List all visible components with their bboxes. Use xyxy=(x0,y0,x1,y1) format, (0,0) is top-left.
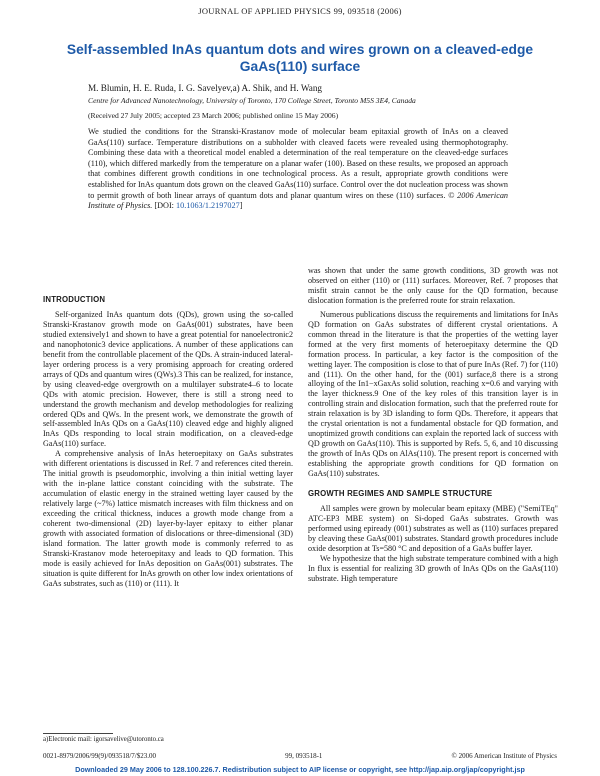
section-heading-growth: GROWTH REGIMES AND SAMPLE STRUCTURE xyxy=(308,489,493,499)
doi-link[interactable]: 10.1063/1.2197027 xyxy=(176,201,240,211)
intro-paragraph-4: Numerous publications discuss the requirements and limitations for InAs QD formation on GaAs substrates of different crystal orientations. A common thread in the literature is that the properties of the wetting layer formed at the very first moments of heteroepitaxy determine the QD formation process. In particular, a key factor is the composition of the wetting layer. The composition is close to that of pure InAs (Ref. 7) for (110) and (111). On the other hand, for the (001) surface,8 there is a strong alloying of the In1−xGaxAs solid solution, reaching x=0.6 and varying with the layer thickness.9 One of the key roles of this transition layer is in controlling strain and dislocation formation, such that the preferred route for strain relaxation is by 3D islanding to form QDs. Therefore, it appears that the crystal orientation is not a fundamental obstacle for QD formation, and unoptimized growth conditions can explain the reported lack of success with QD growth on GaAs(110). This is supported by Refs. 5, 6, and 10 discussing the growth of InAs QDs on AlAs(110). The present report is concerned with establishing the appropriate growth conditions for QD formation on GaAs(110) substrates. xyxy=(308,309,558,479)
intro-paragraph-1: Self-organized InAs quantum dots (QDs), grown using the so-called Stranski-Krastanov growth mode on GaAs(001) substrates, have been studied extensively1 and shown to have a great potential for nanoelectronic2 and nanophotonic3 device applications. A number of these applications can benefit from the controllable placement of the QDs. A strain-induced lateral-layer ordering process is a very promising approach for creating ordered arrays of QDs and quantum wires (QWs).3 This can be realized, for instance, by using cleaved-edge overgrowth on a multilayer substrate4–6 to locate QDs with atomic precision. However, there is still a strong need to understand the growth mechanism and develop methodologies for realizing ordered QDs and QWs. In the present work, we demonstrate the growth of self-assembled InAs QDs on a GaAs(110) cleaved edge and highly aligned InAs QDs responding to local strain modification, on a cleaved-edge GaAs(110) surface. xyxy=(43,310,293,449)
page-footer xyxy=(43,752,557,760)
doi-suffix: ] xyxy=(239,201,243,211)
footnote: a)Electronic mail: igorsavelive@utoronto.ca xyxy=(43,736,164,743)
abstract-text: We studied the conditions for the Stranski-Krastanov mode of molecular beam epitaxial growth of InAs on a cleaved GaAs(110) surface. Temperature distributions on a subholder with cleaved facets were revealed using thermophotography. Combining these data with a theoretical model enabled a determination of the real temperature on the cleaved-edge surfaces (110), which differed markedly from the temperature on a planar wafer (100). Based on these results, we proposed an approach that combines different growth conditions in one technological process. As a result, appropriate growth conditions were established for InAs quantum dots grown on the cleaved GaAs(110) surface. Control over the dot nucleation process was shown to permit growth of both linear arrays of quantum dots and planar quantum wires on these (110) surfaces. xyxy=(88,127,508,200)
left-column xyxy=(43,310,293,589)
footnote-divider xyxy=(43,733,113,734)
author-list: M. Blumin, H. E. Ruda, I. G. Savelyev,a) A. Shik, and H. Wang xyxy=(88,83,323,93)
footer-copyright: © 2006 American Institute of Physics xyxy=(451,752,557,760)
growth-paragraph-2: We hypothesize that the high substrate temperature combined with a high In flux is essential for realizing 3D growth of InAs QDs on the GaAs(110) substrate. High temperature xyxy=(308,553,558,583)
intro-paragraph-3: was shown that under the same growth conditions, 3D growth was not observed on either (110) or (111) surfaces. Moreover, Ref. 7 proposes that misfit strain cannot be the only cause for the QD formation, because dislocation formation is the preferred route for strain relaxation. xyxy=(308,266,558,305)
received-dates: (Received 27 July 2005; accepted 23 March 2006; published online 15 May 2006) xyxy=(88,111,339,120)
footer-page-number: 99, 093518-1 xyxy=(285,752,323,760)
right-column xyxy=(308,266,558,584)
abstract-copyright: © 2006 American Institute of Physics. xyxy=(88,190,509,211)
paper-title: Self-assembled InAs quantum dots and wires grown on a cleaved-edge GaAs(110) surface xyxy=(66,42,534,74)
intro-paragraph-2: A comprehensive analysis of InAs heteroepitaxy on GaAs substrates with different orientations is discussed in Ref. 7 and references cited therein. The initial growth is pseudomorphic, involving a thin initial wetting layer with the in-plane lattice constant coinciding with the substrate. The accumulation of elastic energy in the strained wetting layer caused by the relatively large (~7%) lattice mismatch increases with film thickness and on exceeding the critical thickness, induces a growth mode change from a coherent two-dimensional (2D) layer-by-layer epitaxy to either planar growth with associated formation of dislocations or three-dimensional (3D) island formation. The latter growth mode is commonly referred to as Stranski-Krastanov mode heteroepitaxy and leads to QD formation. This mode is easily achieved for InAs deposition on GaAs(001) substrates. The situation is quite different for InAs growth on other low index orientations of GaAs substrates, such as (110) or (111). It xyxy=(43,449,293,588)
abstract xyxy=(88,127,508,212)
section-heading-introduction: INTRODUCTION xyxy=(43,295,106,304)
growth-paragraph-1: All samples were grown by molecular beam epitaxy (MBE) ("SemiTEq" ATC-EP3 MBE system) on Si-doped GaAs substrates. Growth was performed using epiready (001) substrates as well as (110) surfaces prepared by cleaving these GaAs(001) substrates. Standard growth procedures include oxide desorption at Ts=580 °C and deposition of a GaAs buffer layer. xyxy=(308,503,558,553)
affiliation: Centre for Advanced Nanotechnology, University of Toronto, 170 College Street, Toronto M5S 3E4, Canada xyxy=(88,96,416,105)
footer-issn: 0021-8979/2006/99(9)/093518/7/$23.00 xyxy=(43,752,156,760)
journal-header: JOURNAL OF APPLIED PHYSICS 99, 093518 (2006) xyxy=(198,6,402,16)
download-notice[interactable]: Downloaded 29 May 2006 to 128.100.226.7. Redistribution subject to AIP license or copyright, see http://jap.aip.org/jap/copyright.jsp xyxy=(75,765,525,774)
doi-prefix: [DOI: xyxy=(154,201,177,211)
